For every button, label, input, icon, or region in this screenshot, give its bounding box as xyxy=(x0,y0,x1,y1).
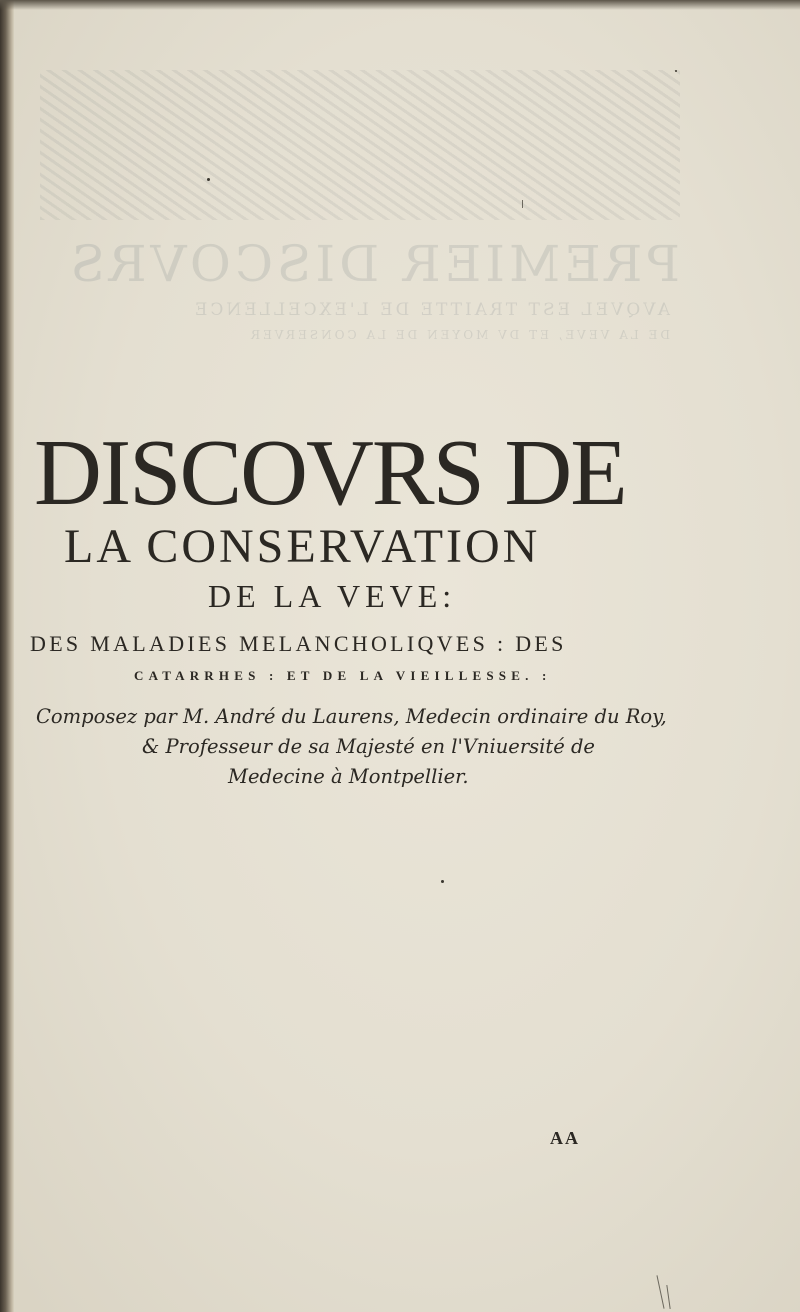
ink-speck xyxy=(675,70,677,72)
bleed-through-show-through xyxy=(30,60,690,420)
page-gutter xyxy=(0,0,14,1312)
author-line-1: Composez par M. André du Laurens, Medecin ordinaire du Roy, xyxy=(36,705,667,728)
title-line-3: DE LA VEVE: xyxy=(208,578,457,614)
subtitle-line-1: DES MALADIES MELANCHOLIQVES : DES xyxy=(30,631,567,656)
author-line-2: & Professeur de sa Majesté en l'Vniuersité de xyxy=(142,735,595,758)
bleed-through-line: DE LA VEVE, ET DV MOYEN DE LA CONSERVER xyxy=(248,328,670,342)
paper-scratch xyxy=(522,200,523,208)
ink-speck xyxy=(441,880,444,883)
paper-scratch xyxy=(656,1275,664,1308)
title-line-1: DISCOVRS DE xyxy=(34,421,626,525)
paper-scratch xyxy=(666,1285,670,1309)
page-top-edge xyxy=(0,0,800,10)
subtitle-line-2: CATARRHES : ET DE LA VIEILLESSE. : xyxy=(134,668,552,683)
bleed-through-line: AVQVEL EST TRAITTE DE L'EXCELLENCE xyxy=(191,300,670,320)
bleed-through-ornament xyxy=(40,70,680,220)
signature-mark: AA xyxy=(550,1128,580,1148)
title-line-2: LA CONSERVATION xyxy=(64,520,541,573)
author-line-3: Medecine à Montpellier. xyxy=(228,765,469,788)
bleed-through-heading: PREMIER DISCOVRS xyxy=(66,235,680,293)
ink-speck xyxy=(207,178,210,181)
